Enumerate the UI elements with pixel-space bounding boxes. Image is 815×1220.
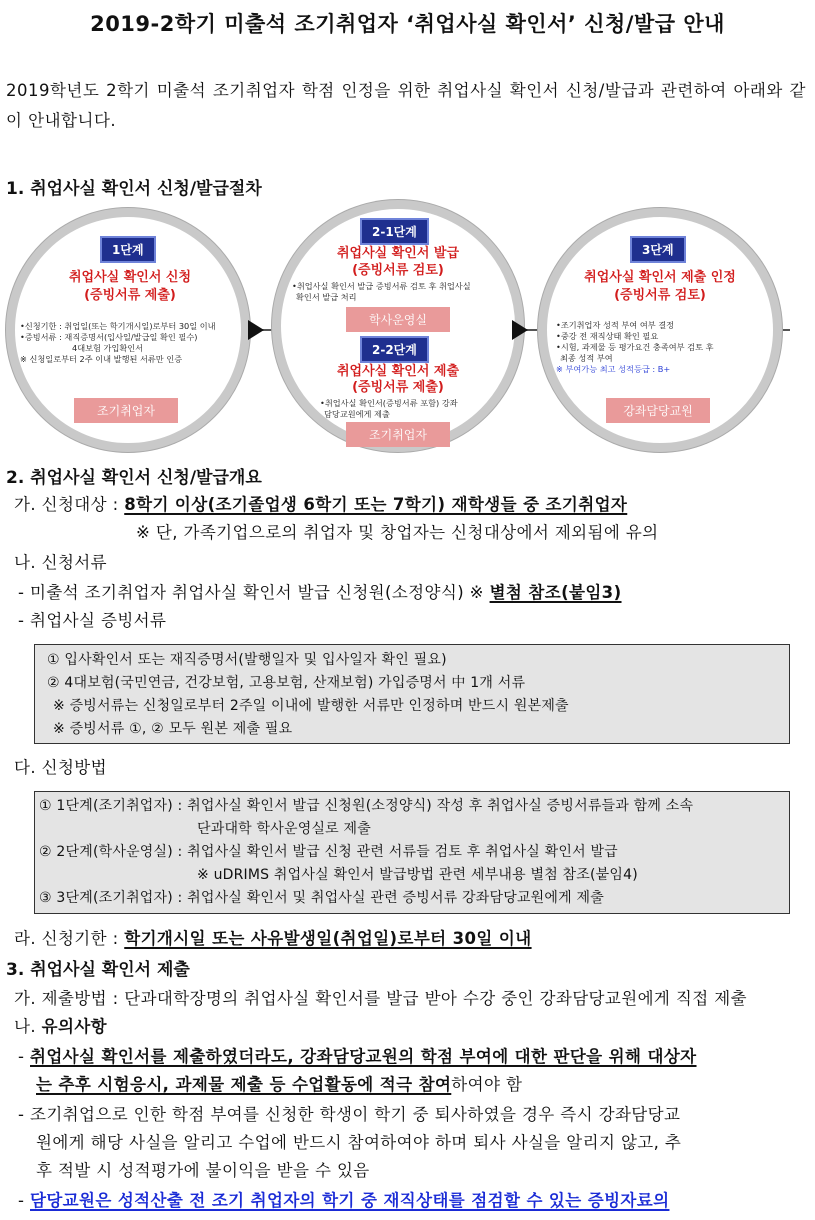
stage1-line: •증빙서류 : 재직증명서(입사일/발급일 확인 필수) <box>20 332 198 342</box>
note-emphasis-blue: 담당교원은 성적산출 전 조기 취업자의 학기 중 재직상태를 점검할 수 있는 증빙자료의 <box>30 1191 670 1210</box>
note-text: 하여야 함 <box>451 1075 523 1094</box>
documents-label: 나. 신청서류 <box>14 553 107 572</box>
arrow-icon <box>512 320 528 340</box>
box-line: ※ 증빙서류 ①, ② 모두 원본 제출 필요 <box>53 721 293 737</box>
documents-item <box>18 579 622 603</box>
procedure-diagram <box>0 200 815 462</box>
stage2-2-badge: 2-2단계 <box>360 336 429 363</box>
intro-paragraph: 2019학년도 2학기 미출석 조기취업자 학점 인정을 위한 취업사실 확인서 신청/발급과 관련하여 아래와 같이 안내합니다. <box>6 81 806 130</box>
box-line: ① 입사확인서 또는 재직증명서(발행일자 및 입사일자 확인 필요) <box>47 652 447 668</box>
target-note: ※ 단, 가족기업으로의 취업자 및 창업자는 신청대상에서 제외됨에 유의 <box>136 523 659 542</box>
notes-label: 나. <box>14 1017 42 1036</box>
stage3-line: •조기취업자 성적 부여 여부 결정 <box>556 320 675 330</box>
box-line: ① 1단계(조기취업자) : 취업사실 확인서 발급 신청원(소정양식) 작성 후 취업사실 증빙서류들과 함께 소속 <box>39 798 694 814</box>
stage1-line: •신청기한 : 취업일(또는 학기개시일)로부터 30일 이내 <box>20 321 216 331</box>
box-line: ② 4대보험(국민연금, 건강보험, 고용보험, 산재보험) 가입증명서 中 1개 서류 <box>47 675 526 691</box>
method-box <box>34 791 790 914</box>
stage2-1-role: 학사운영실 <box>346 307 450 332</box>
documents-box <box>34 644 790 744</box>
target-value: 8학기 이상(조기졸업생 6학기 또는 7학기) 재학생들 중 조기취업자 <box>124 495 628 514</box>
stage3-line: •시험, 과제물 등 평가요건 충족여부 검토 후 <box>556 342 714 352</box>
stage3-badge: 3단계 <box>630 236 686 263</box>
stage1-subtitle: (증빙서류 제출) <box>84 288 176 303</box>
stage3-subtitle: (증빙서류 검토) <box>614 288 706 303</box>
stage2-2-line: 담당교원에게 제출 <box>324 409 390 419</box>
target-label: 가. 신청대상 : <box>14 495 125 514</box>
stage2-2-line: •취업사실 확인서(증빙서류 포함) 강좌 <box>320 398 458 408</box>
documents-item: - 취업사실 증빙서류 <box>18 611 167 630</box>
stage1-line: ※ 신청일로부터 2주 이내 발행된 서류만 인증 <box>20 354 183 364</box>
stage1-role: 조기취업자 <box>74 398 178 423</box>
box-line: 단과대학 학사운영실로 제출 <box>197 821 371 837</box>
documents-item-text: - 미출석 조기취업자 취업사실 확인서 발급 신청원(소정양식) ※ <box>18 583 490 602</box>
deadline-value: 학기개시일 또는 사유발생일(취업일)로부터 30일 이내 <box>124 929 532 948</box>
stage3-line: 최종 성적 부여 <box>560 353 613 363</box>
stage3-line: •중강 전 재직상태 확인 필요 <box>556 331 659 341</box>
stage2-2-title: 취업사실 확인서 제출 <box>336 364 460 379</box>
note-emphasis: 취업사실 확인서를 제출하였더라도, 강좌담당교원의 학점 부여에 대한 판단을 위해 대상자 <box>30 1047 697 1066</box>
stage1-line: 4대보험 가입확인서 <box>72 343 144 353</box>
box-line: ※ 증빙서류는 신청일로부터 2주일 이내에 발행한 서류만 인정하며 반드시 원본제출 <box>53 698 569 714</box>
note-emphasis: 는 추후 시험응시, 과제물 제출 등 수업활동에 적극 참여 <box>36 1075 452 1094</box>
note-item: - 조기취업으로 인한 학점 부여를 신청한 학생이 학기 중 퇴사하였을 경우 즉시 강좌담당교 <box>18 1105 681 1124</box>
box-line: ※ uDRIMS 취업사실 확인서 발급방법 관련 세부내용 별첨 참조(붙임4) <box>197 867 638 883</box>
notes-title: 유의사항 <box>41 1017 107 1036</box>
note-item-cont: 원에게 해당 사실을 알리고 수업에 반드시 참여하여야 하며 퇴사 사실을 알리지 않고, 추 <box>36 1133 682 1152</box>
box-line: ③ 3단계(조기취업자) : 취업사실 확인서 및 취업사실 관련 증빙서류 강좌담당교원에게 제출 <box>39 890 604 906</box>
stage2-2-subtitle: (증빙서류 제출) <box>352 380 444 395</box>
note-item: - 취업사실 확인서를 제출하였더라도, 강좌담당교원의 학점 부여에 대한 판단을 위해 대상자 <box>18 1047 697 1066</box>
section1-heading: 1. 취업사실 확인서 신청/발급절차 <box>6 179 262 199</box>
note-item: - 담당교원은 성적산출 전 조기 취업자의 학기 중 재직상태를 점검할 수 있는 증빙자료의 <box>18 1191 670 1210</box>
stage3-role: 강좌담당교원 <box>606 398 710 423</box>
submit-method: 가. 제출방법 : 단과대학장명의 취업사실 확인서를 발급 받아 수강 중인 강좌담당교원에게 직접 제출 <box>14 989 747 1008</box>
attachment-ref: 별첨 참조(붙임3) <box>489 583 622 602</box>
note-item-cont: 후 적발 시 성적평가에 불이익을 받을 수 있음 <box>36 1161 370 1180</box>
page-title: 2019-2학기 미출석 조기취업자 ‘취업사실 확인서’ 신청/발급 안내 <box>90 12 725 36</box>
stage2-1-title: 취업사실 확인서 발급 <box>336 246 460 261</box>
stage2-1-badge: 2-1단계 <box>360 218 429 245</box>
stage2-2-role: 조기취업자 <box>346 422 450 447</box>
deadline-label: 라. 신청기한 : <box>14 929 125 948</box>
stage2-1-line: •취업사실 확인서 발급 증빙서류 검토 후 취업사실 <box>292 281 471 291</box>
stage2-1-line: 확인서 발급 처리 <box>296 292 357 302</box>
note-item-cont <box>36 1071 522 1095</box>
arrow-icon <box>248 320 264 340</box>
stage3-grade-note: ※ 부여가능 최고 성적등급 : B+ <box>556 364 671 374</box>
section2-heading: 2. 취업사실 확인서 신청/발급개요 <box>6 468 262 488</box>
deadline-row <box>14 925 532 949</box>
stage1-title: 취업사실 확인서 신청 <box>68 270 192 285</box>
method-label: 다. 신청방법 <box>14 758 107 777</box>
stage3-title: 취업사실 확인서 제출 인정 <box>584 270 736 285</box>
notes-row <box>14 1013 107 1037</box>
target-row <box>14 491 627 515</box>
section3-heading: 3. 취업사실 확인서 제출 <box>6 960 190 980</box>
stage2-1-subtitle: (증빙서류 검토) <box>352 263 444 278</box>
stage1-badge: 1단계 <box>100 236 156 263</box>
box-line: ② 2단계(학사운영실) : 취업사실 확인서 발급 신청 관련 서류들 검토 후 취업사실 확인서 발급 <box>39 844 618 860</box>
